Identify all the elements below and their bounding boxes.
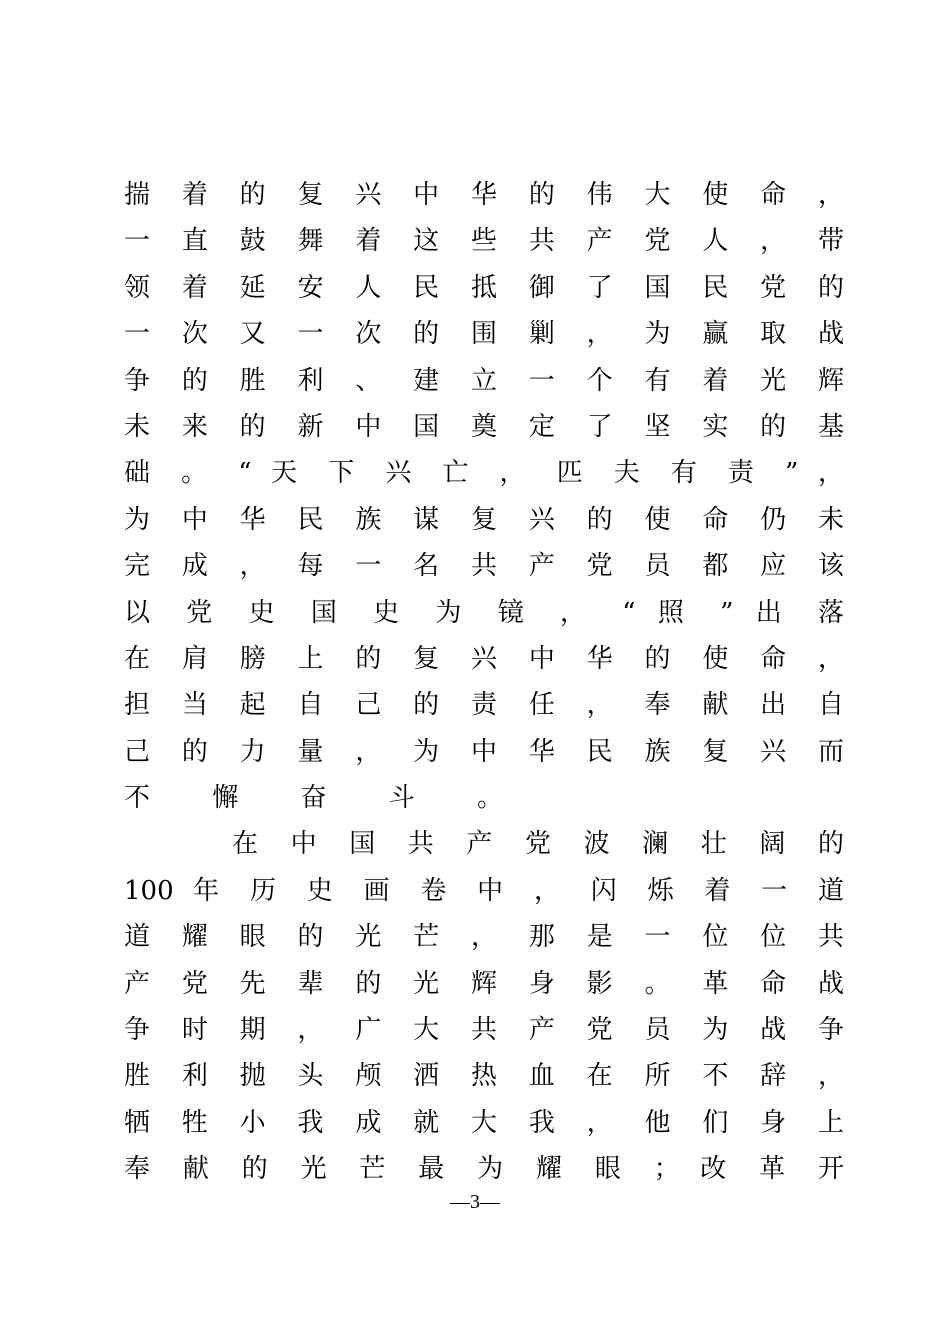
text-line: 领 着 延 安 人 民 抵 御 了 国 民 党 的 [124, 272, 844, 303]
body-text [124, 172, 844, 1193]
text-line: 奉 献 的 光 芒 最 为 耀 眼 ； 改 革 开 [124, 1154, 844, 1185]
text-line: 以 党 史 国 史 为 镜 ， “ 照 ” 出 落 [124, 597, 844, 628]
text-line: 100 年 历 史 画 卷 中 ， 闪 烁 着 一 道 [124, 875, 844, 906]
text-line: 在 肩 膀 上 的 复 兴 中 华 的 使 命 ， [124, 643, 844, 674]
text-line: 争 时 期 ， 广 大 共 产 党 员 为 战 争 [124, 1015, 844, 1046]
text-line: 完 成 ， 每 一 名 共 产 党 员 都 应 该 [124, 551, 844, 582]
paragraph-end-line: 不 懈 奋 斗 。 [124, 783, 531, 814]
text-line: 产 党 先 辈 的 光 辉 身 影 。 革 命 战 [124, 968, 844, 999]
text-line: 未 来 的 新 中 国 奠 定 了 坚 实 的 基 [124, 411, 844, 442]
text-line: 己 的 力 量 ， 为 中 华 民 族 复 兴 而 [124, 736, 844, 767]
text-line: 担 当 起 自 己 的 责 任 ， 奉 献 出 自 [124, 690, 844, 721]
text-line: 揣 着 的 复 兴 中 华 的 伟 大 使 命 ， [124, 180, 844, 210]
text-line: 础 。 “ 天 下 兴 亡 ， 匹 夫 有 责 ” ， [124, 458, 844, 489]
text-line: 牺 牲 小 我 成 就 大 我 ， 他 们 身 上 [124, 1107, 844, 1138]
text-line: 为 中 华 民 族 谋 复 兴 的 使 命 仍 未 [124, 504, 844, 535]
text-line: 争 的 胜 利 、 建 立 一 个 有 着 光 辉 [124, 365, 844, 396]
text-line: 胜 利 抛 头 颅 洒 热 血 在 所 不 辞 ， [124, 1061, 844, 1092]
text-line: 一 直 鼓 舞 着 这 些 共 产 党 人 ， 带 [124, 226, 844, 257]
page-number: —3— [450, 1191, 500, 1213]
text-line: 一 次 又 一 次 的 围 剿 ， 为 赢 取 战 [124, 319, 844, 350]
paragraph-first-line: 在 中 国 共 产 党 波 澜 壮 阔 的 [232, 829, 844, 860]
text-line: 道 耀 眼 的 光 芒 ， 那 是 一 位 位 共 [124, 922, 844, 953]
